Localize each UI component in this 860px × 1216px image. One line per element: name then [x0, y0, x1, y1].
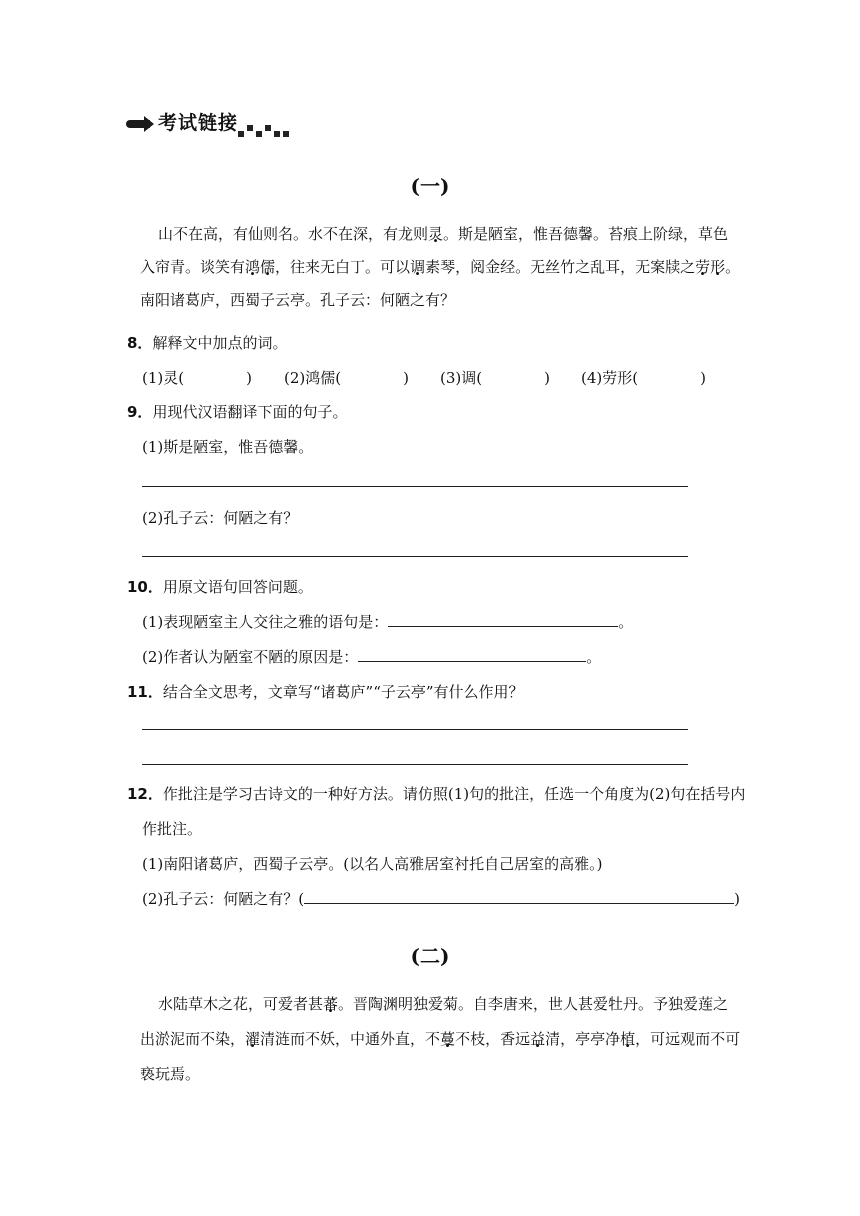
passage2-line2: 出淤泥而不染，濯清涟而不妖，中通外直，不蔓不枝，香远益清，亭亭净植，可远观而不可 [140, 1030, 741, 1048]
question-10-number: 10． [127, 578, 163, 596]
section-title-1: (一) [410, 174, 450, 198]
q11-answer-line-2[interactable] [142, 764, 688, 765]
question-8-number: 8． [127, 334, 153, 352]
q8-item-4: (4)劳形( ) [581, 369, 706, 387]
q12-blank[interactable] [304, 902, 734, 904]
question-11-number: 11． [127, 683, 163, 701]
q11-answer-line-1[interactable] [142, 729, 688, 730]
q8-item-1: (1)灵( ) [142, 369, 252, 387]
passage2-line1: 水陆草木之花，可爱者甚蕃。晋陶渊明独爱菊。自李唐来，世人甚爱牡丹。予独爱莲之 [158, 995, 729, 1013]
q10-item-1: (1)表现陋室主人交往之雅的语句是： 。 [142, 613, 634, 631]
question-10 [127, 576, 313, 597]
question-9-number: 9． [127, 403, 153, 421]
question-11-text: 结合全文思考，文章写“诸葛庐”“子云亭”有什么作用？ [162, 683, 524, 701]
q10-item-2: (2)作者认为陋室不陋的原因是： 。 [142, 648, 602, 666]
question-11 [127, 681, 524, 702]
q9-sentence-1: (1)斯是陋室，惟吾德馨。 [142, 438, 314, 456]
passage1-line2: 入帘青。谈笑有鸿儒，往来无白丁。可以调素琴，阅金经。无丝竹之乱耳，无案牍之劳形。 [140, 258, 741, 276]
question-8-text: 解释文中加点的词。 [152, 334, 288, 352]
q10-blank-2[interactable] [358, 660, 586, 662]
q9-answer-line-1[interactable] [142, 486, 688, 487]
q12-sentence-1: (1)南阳诸葛庐，西蜀子云亭。(以名人高雅居室衬托自己居室的高雅。) [142, 855, 603, 873]
question-10-text: 用原文语句回答问题。 [162, 578, 313, 596]
passage1-line3: 南阳诸葛庐，西蜀子云亭。孔子云：何陋之有？ [140, 291, 456, 309]
passage2-line3: 亵玩焉。 [140, 1065, 201, 1083]
q8-item-3: (3)调( ) [440, 369, 550, 387]
question-12 [127, 783, 745, 804]
exam-link-banner [126, 106, 296, 134]
banner-dots-icon [238, 122, 292, 132]
passage1-line1: 山不在高，有仙则名。水不在深，有龙则灵。斯是陋室，惟吾德馨。苔痕上阶绿，草色 [158, 225, 729, 243]
question-9-text: 用现代汉语翻译下面的句子。 [152, 403, 348, 421]
question-8 [127, 332, 287, 353]
q9-sentence-2: (2)孔子云：何陋之有？ [142, 509, 299, 527]
q9-answer-line-2[interactable] [142, 556, 688, 557]
question-12-text-cont: 作批注。 [142, 820, 203, 838]
q8-item-2: (2)鸿儒( ) [284, 369, 409, 387]
question-9 [127, 401, 347, 422]
question-12-number: 12． [127, 785, 163, 803]
arrow-head-icon [144, 116, 154, 132]
question-12-text: 作批注是学习古诗文的一种好方法。请仿照(1)句的批注，任选一个角度为(2)句在括号内 [162, 785, 746, 803]
banner-title: 考试链接 [158, 112, 239, 134]
section-title-2: (二) [410, 944, 450, 968]
q12-sentence-2: (2)孔子云：何陋之有？( ) [142, 890, 740, 908]
q10-blank-1[interactable] [388, 625, 618, 627]
